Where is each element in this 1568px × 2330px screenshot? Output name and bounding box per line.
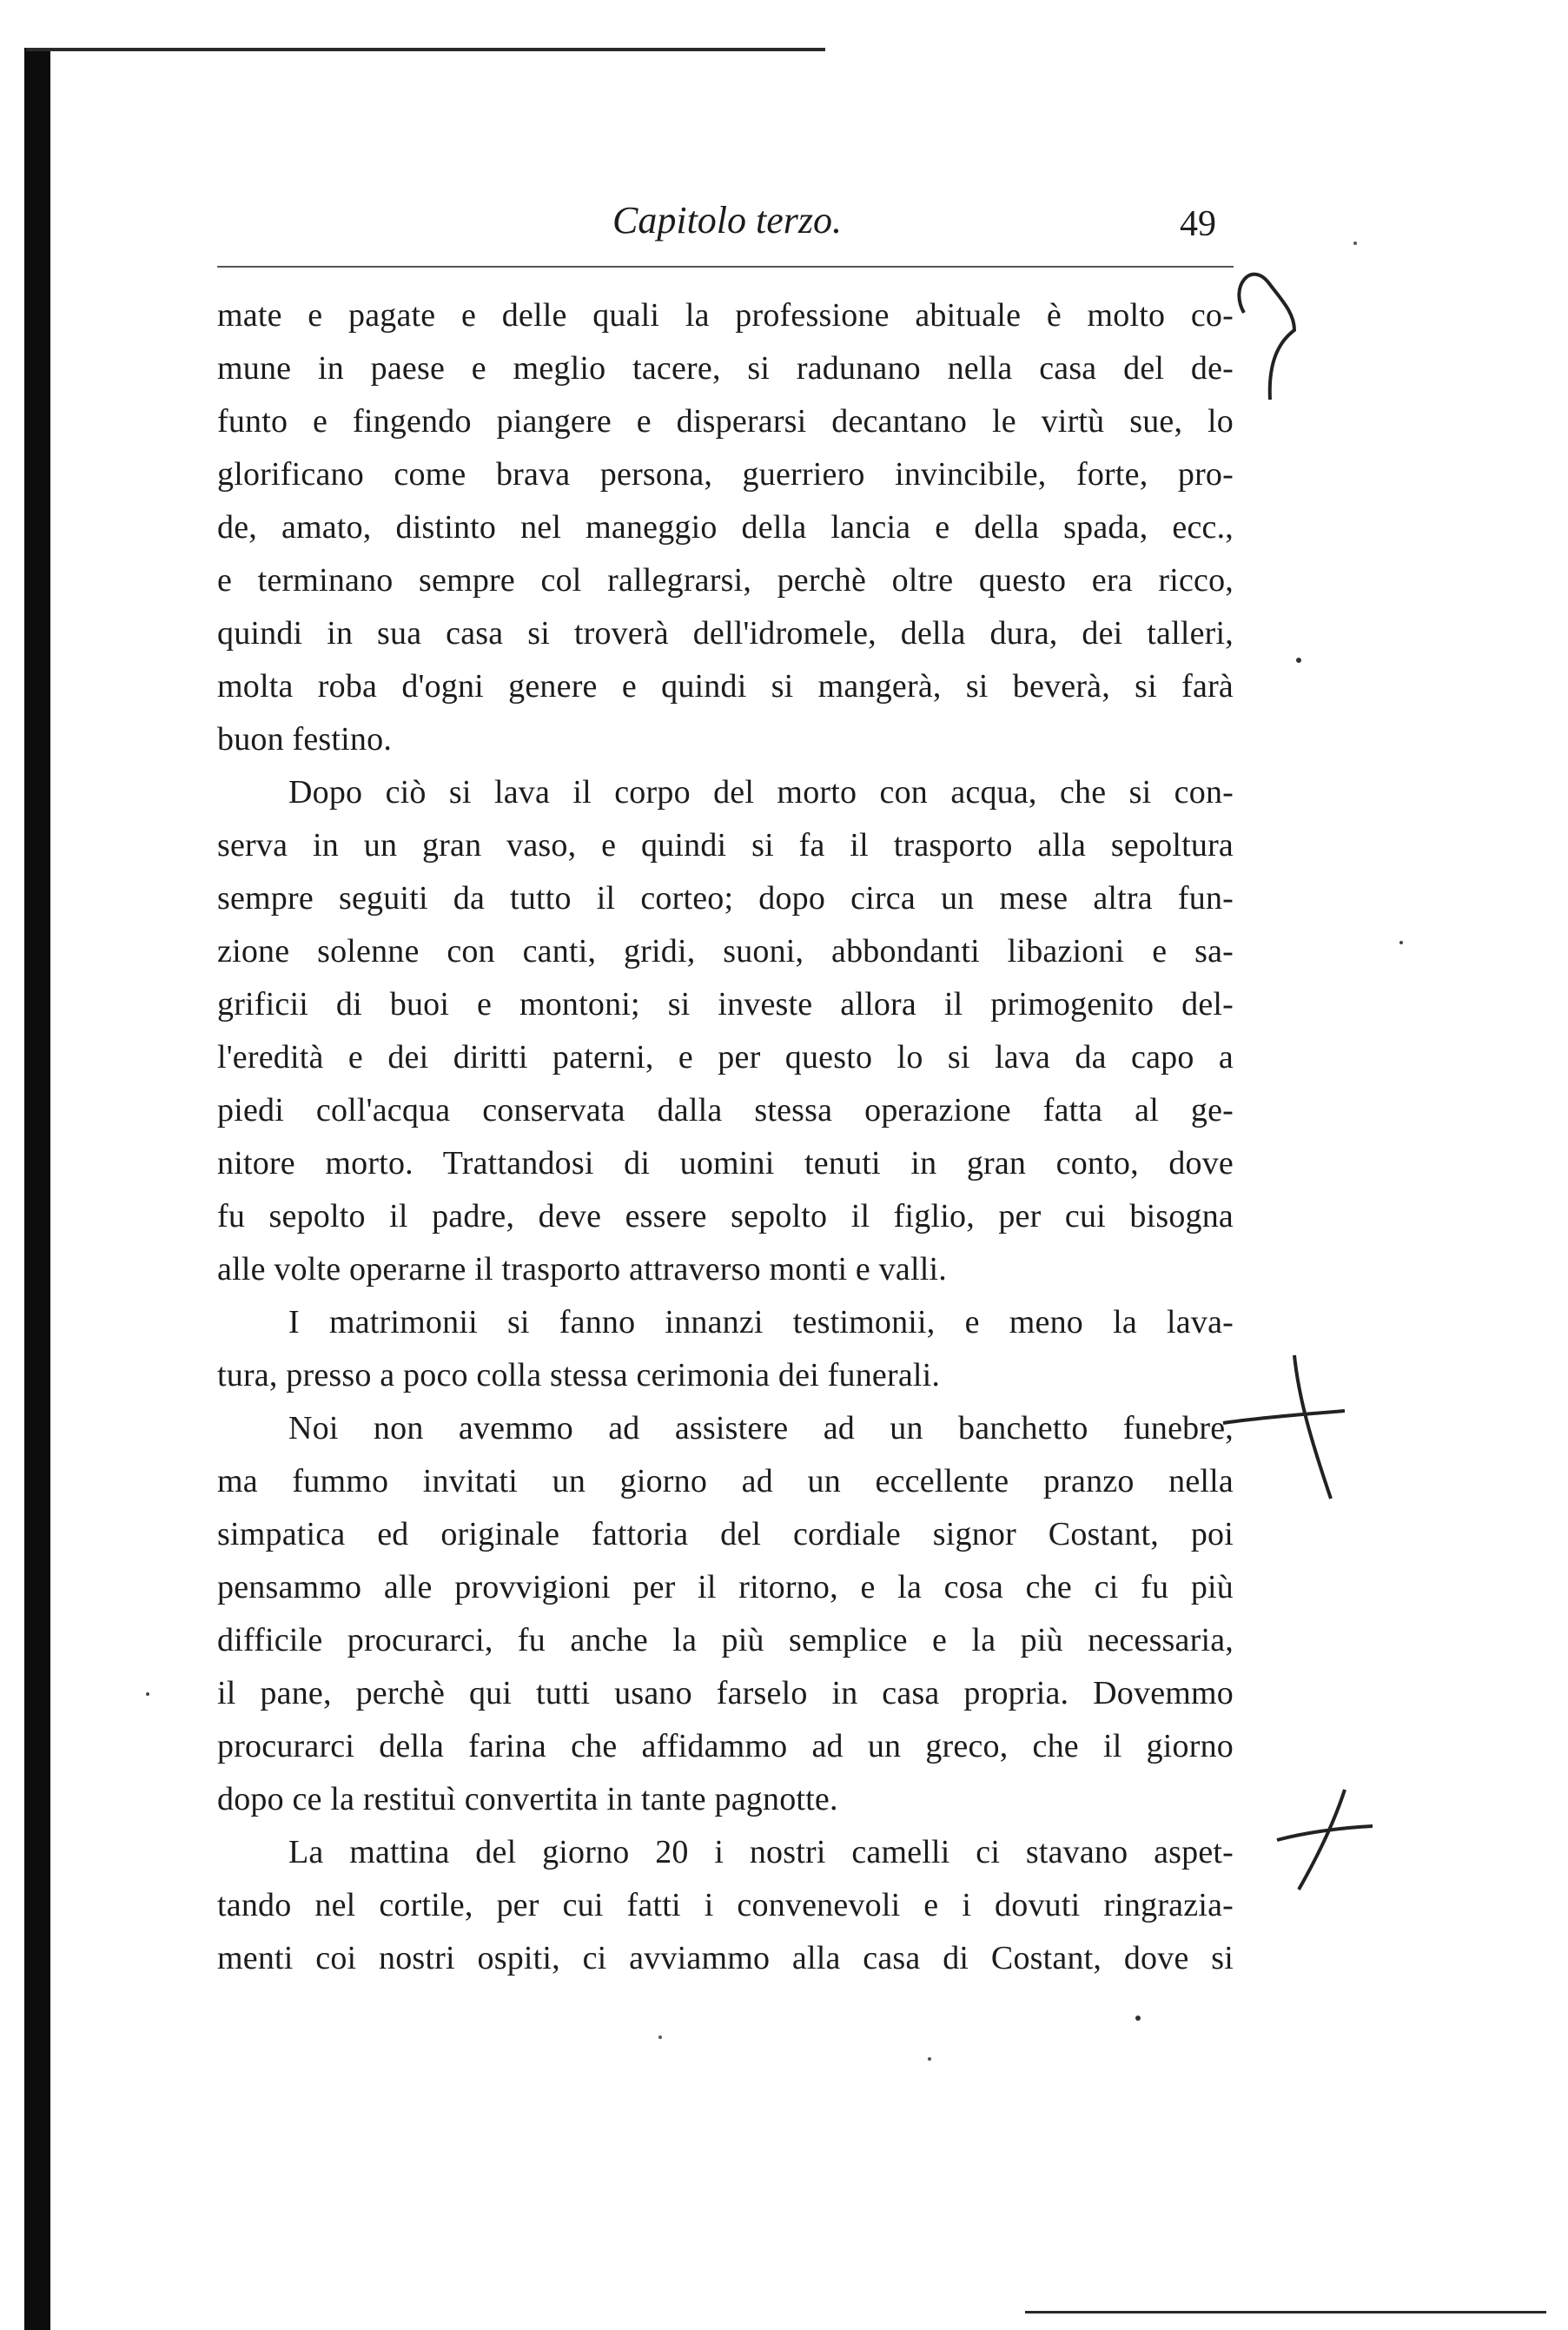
- header-rule: [217, 266, 1234, 268]
- speck: [658, 2035, 662, 2039]
- text-line: I matrimonii si fanno innanzi testimonii, e meno la lava-: [288, 1304, 1234, 1340]
- text-line: simpatica ed originale fattoria del cordiale signor Costant, poi: [217, 1516, 1234, 1552]
- text-line: Noi non avemmo ad assistere ad un banchetto funebre,: [288, 1410, 1234, 1446]
- text-line: menti coi nostri ospiti, ci avviammo alla casa di Costant, dove si: [217, 1940, 1234, 1976]
- text-line: glorificano come brava persona, guerriero invincibile, forte, pro-: [217, 456, 1234, 493]
- text-line: de, amato, distinto nel maneggio della lancia e della spada, ecc.,: [217, 509, 1234, 546]
- pencil-stroke-mark: [1277, 1826, 1373, 1840]
- text-line: serva in un gran vaso, e quindi si fa il trasporto alla sepoltura: [217, 827, 1234, 864]
- page-number: 49: [1180, 204, 1216, 244]
- running-title: Capitolo terzo.: [612, 199, 843, 242]
- pencil-stroke-mark: [1299, 1790, 1345, 1890]
- text-line: l'eredità e dei diritti paterni, e per questo lo si lava da capo a: [217, 1039, 1234, 1076]
- text-line: ma fummo invitati un giorno ad un eccellente pranzo nella: [217, 1463, 1234, 1499]
- speck: [1296, 658, 1301, 663]
- binding-shadow: [24, 48, 50, 2330]
- text-line: funto e fingendo piangere e disperarsi decantano le virtù sue, lo: [217, 403, 1234, 440]
- scan-edge-top: [26, 48, 825, 51]
- text-line: piedi coll'acqua conservata dalla stessa operazione fatta al ge-: [217, 1092, 1234, 1129]
- text-line: tura, presso a poco colla stessa cerimonia dei funerali.: [217, 1357, 941, 1393]
- scan-edge-bottom: [1025, 2311, 1546, 2313]
- text-line: Dopo ciò si lava il corpo del morto con acqua, che si con-: [288, 774, 1234, 811]
- text-line: pensammo alle provvigioni per il ritorno, e la cosa che ci fu più: [217, 1569, 1234, 1605]
- text-line: mate e pagate e delle quali la professione abituale è molto co-: [217, 297, 1234, 334]
- pencil-hook-mark: [1239, 275, 1294, 400]
- speck: [146, 1692, 149, 1696]
- text-line: buon festino.: [217, 721, 393, 758]
- body-text: [217, 289, 1234, 1985]
- text-line: fu sepolto il padre, deve essere sepolto il figlio, per cui bisogna: [217, 1198, 1234, 1235]
- text-line: il pane, perchè qui tutti usano farselo in casa propria. Dovemmo: [217, 1675, 1234, 1711]
- text-line: tando nel cortile, per cui fatti i convenevoli e i dovuti ringrazia-: [217, 1887, 1234, 1923]
- speck: [1399, 941, 1403, 944]
- text-line: alle volte operarne il trasporto attraverso monti e valli.: [217, 1251, 947, 1287]
- text-line: quindi in sua casa si troverà dell'idromele, della dura, dei talleri,: [217, 615, 1234, 652]
- speck: [1353, 242, 1357, 245]
- text-line: dopo ce la restituì convertita in tante pagnotte.: [217, 1781, 838, 1817]
- text-line: nitore morto. Trattandosi di uomini tenuti in gran conto, dove: [217, 1145, 1234, 1182]
- text-line: mune in paese e meglio tacere, si radunano nella casa del de-: [217, 350, 1234, 387]
- speck: [928, 2057, 931, 2061]
- speck: [1135, 2016, 1141, 2021]
- text-line: grificii di buoi e montoni; si investe allora il primogenito del-: [217, 986, 1234, 1023]
- text-line: e terminano sempre col rallegrarsi, perchè oltre questo era ricco,: [217, 562, 1234, 599]
- text-line: sempre seguiti da tutto il corteo; dopo circa un mese altra fun-: [217, 880, 1234, 917]
- pencil-cross-mark: [1294, 1355, 1331, 1499]
- text-line: difficile procurarci, fu anche la più semplice e la più necessaria,: [217, 1622, 1234, 1658]
- text-line: zione solenne con canti, gridi, suoni, abbondanti libazioni e sa-: [217, 933, 1234, 970]
- running-head: [217, 198, 1234, 250]
- text-line: procurarci della farina che affidammo ad un greco, che il giorno: [217, 1728, 1234, 1764]
- pencil-cross-mark: [1223, 1411, 1345, 1423]
- text-line: molta roba d'ogni genere e quindi si mangerà, si beverà, si farà: [217, 668, 1234, 705]
- text-line: La mattina del giorno 20 i nostri camelli ci stavano aspet-: [288, 1834, 1234, 1870]
